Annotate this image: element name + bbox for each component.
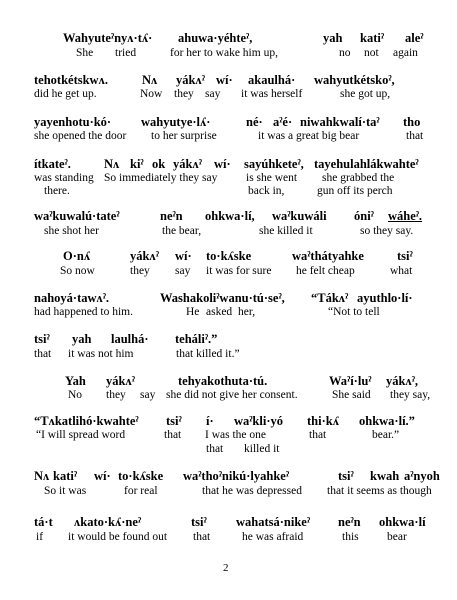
- english-gloss: they: [174, 88, 194, 100]
- oneida-word: Nʌ: [142, 73, 158, 87]
- english-gloss: he was afraid: [242, 531, 304, 543]
- oneida-word: neˀn: [160, 209, 183, 223]
- oneida-word: “Tʌkatlihó·kwahteˀ: [34, 414, 139, 428]
- underlined-word: wáheˀ.: [388, 209, 423, 223]
- oneida-word: katiˀ: [360, 31, 384, 45]
- oneida-word: niwahkwalí·taˀ: [300, 115, 380, 129]
- english-gloss: they: [130, 265, 150, 277]
- oneida-word: “Tákʌˀ: [311, 291, 349, 305]
- oneida-word: waˀkuwalú·tateˀ: [34, 209, 120, 223]
- english-gloss: he felt cheap: [296, 265, 355, 277]
- oneida-word: Nʌ: [34, 469, 50, 483]
- english-gloss: her,: [238, 306, 256, 318]
- english-gloss: bear: [387, 531, 407, 543]
- oneida-word: aˀé·: [273, 115, 293, 129]
- english-gloss: He: [186, 306, 200, 318]
- english-gloss: did he get up.: [34, 88, 97, 100]
- english-gloss: Now: [140, 88, 163, 100]
- english-gloss: say: [205, 88, 221, 100]
- oneida-word: né·: [246, 115, 263, 129]
- english-gloss: it was herself: [241, 88, 303, 100]
- oneida-word: tsiˀ: [34, 332, 50, 346]
- english-gloss: it would be found out: [68, 531, 168, 543]
- oneida-word: tsiˀ: [191, 515, 207, 529]
- oneida-word: tehyakothuta·tú.: [178, 374, 268, 388]
- english-gloss: not: [364, 47, 379, 59]
- oneida-word: Waˀí·luˀ: [329, 374, 372, 388]
- oneida-word: waˀthátyahke: [292, 249, 364, 263]
- oneida-word: to·kʎske: [118, 469, 164, 483]
- oneida-word: yah: [72, 332, 92, 346]
- oneida-word: í·: [206, 414, 214, 428]
- oneida-word: teháliˀ.”: [175, 332, 218, 346]
- english-gloss: so they say.: [360, 225, 414, 237]
- oneida-word: yákʌˀ: [173, 157, 202, 171]
- english-gloss: she grabbed the: [322, 172, 395, 184]
- english-gloss: no: [339, 47, 351, 59]
- oneida-word: neˀn: [338, 515, 361, 529]
- oneida-word: katiˀ: [53, 469, 77, 483]
- oneida-word: Nʌ: [104, 157, 120, 171]
- oneida-word: wahyutkétskoˀ,: [314, 73, 395, 87]
- english-gloss: say: [140, 389, 156, 401]
- english-gloss: “Not to tell: [328, 306, 380, 318]
- oneida-word: sayúhketeˀ,: [244, 157, 304, 171]
- oneida-word: aˀnyoh: [404, 469, 440, 483]
- oneida-word: ítkateˀ.: [34, 157, 71, 171]
- oneida-word: yákʌˀ: [106, 374, 135, 388]
- english-gloss: for her to wake him up,: [170, 47, 278, 59]
- english-gloss: it was for sure: [206, 265, 272, 277]
- oneida-word: yákʌˀ,: [386, 374, 418, 388]
- english-gloss: back in,: [248, 185, 285, 197]
- english-gloss: that: [406, 130, 424, 142]
- oneida-word: wahatsá·nikeˀ: [236, 515, 310, 529]
- english-gloss: is she went: [246, 172, 298, 184]
- oneida-word: tá·t: [34, 515, 53, 529]
- oneida-word: O·nʎ: [63, 249, 91, 263]
- oneida-word: yah: [323, 31, 343, 45]
- oneida-word: tehotkétskwʌ.: [34, 73, 108, 87]
- english-gloss: she did not give her consent.: [166, 389, 298, 401]
- english-gloss: what: [390, 265, 413, 277]
- english-gloss: she opened the door: [34, 130, 127, 142]
- english-gloss: No: [68, 389, 83, 401]
- english-gloss: that: [164, 429, 182, 441]
- oneida-word: óniˀ: [354, 209, 374, 223]
- oneida-word: Washakoliˀwanu·tú·seˀ,: [160, 291, 285, 305]
- oneida-word: akaulhá·: [248, 73, 296, 87]
- oneida-word: [388, 210, 422, 223]
- english-gloss: that: [309, 429, 327, 441]
- oneida-word: wí·: [175, 249, 192, 263]
- english-gloss: “I will spread word: [36, 429, 126, 441]
- oneida-word: tsiˀ: [166, 414, 182, 428]
- english-gloss: that: [206, 443, 224, 455]
- english-gloss: asked: [206, 306, 233, 318]
- english-gloss: So now: [60, 265, 95, 277]
- oneida-word: thi·kʎ: [307, 414, 339, 428]
- page-number: 2: [223, 562, 229, 574]
- oneida-word: tsiˀ: [338, 469, 354, 483]
- oneida-word: wí·: [94, 469, 111, 483]
- oneida-word: waˀkuwáli: [272, 209, 327, 223]
- oneida-word: to·kʎske: [206, 249, 252, 263]
- oneida-word: laulhá·: [111, 332, 149, 346]
- english-gloss: gun off its perch: [317, 185, 393, 197]
- english-gloss: it was a great big bear: [258, 130, 360, 142]
- english-gloss: She said: [332, 389, 371, 401]
- oneida-word: nahoyá·tawʌˀ.: [34, 291, 110, 305]
- oneida-word: yákʌˀ: [130, 249, 159, 263]
- oneida-word: waˀkli·yó: [234, 414, 283, 428]
- english-gloss: So immediately they say: [104, 172, 218, 184]
- english-gloss: that killed it.”: [176, 348, 240, 360]
- english-gloss: had happened to him.: [34, 306, 134, 318]
- english-gloss: killed it: [244, 443, 280, 455]
- english-gloss: She: [76, 47, 94, 59]
- oneida-word: ahuwa·yéhteˀ,: [178, 31, 253, 45]
- english-gloss: that: [193, 531, 211, 543]
- english-gloss: for real: [124, 485, 158, 497]
- oneida-word: Wahyuteˀnyʌ·tʎ·: [63, 31, 153, 45]
- oneida-word: tsiˀ: [397, 249, 413, 263]
- oneida-word: aleˀ: [405, 31, 424, 45]
- english-gloss: that: [34, 348, 52, 360]
- english-gloss: it was not him: [68, 348, 134, 360]
- oneida-word: ohkwa·lí.”: [359, 414, 415, 428]
- oneida-word: wí·: [216, 73, 233, 87]
- english-gloss: she killed it: [259, 225, 313, 237]
- english-gloss: again: [393, 47, 418, 59]
- english-gloss: I was the one: [205, 429, 266, 441]
- oneida-word: ohkwa·lí,: [205, 209, 255, 223]
- english-gloss: that he was depressed: [202, 485, 302, 497]
- english-gloss: to her surprise: [151, 130, 217, 142]
- english-gloss: there.: [44, 185, 70, 197]
- english-gloss: they: [106, 389, 126, 401]
- english-gloss: So it was: [44, 485, 87, 497]
- oneida-word: Yah: [65, 374, 86, 388]
- oneida-word: wí·: [214, 157, 231, 171]
- english-gloss: that it seems as though: [327, 485, 432, 497]
- oneida-word: yákʌˀ: [176, 73, 205, 87]
- english-gloss: say: [175, 265, 191, 277]
- english-gloss: she shot her: [44, 225, 99, 237]
- english-gloss: was standing: [34, 172, 94, 184]
- oneida-word: ohkwa·lí: [379, 515, 426, 529]
- english-gloss: the bear,: [162, 225, 202, 237]
- english-gloss: they say,: [390, 389, 431, 401]
- english-gloss: she got up,: [340, 88, 391, 100]
- oneida-word: tho: [403, 115, 421, 129]
- english-gloss: if: [36, 531, 44, 543]
- english-gloss: tried: [115, 47, 137, 59]
- oneida-word: waˀthoˀnikú·lyahkeˀ: [183, 469, 289, 483]
- oneida-word: ʌkato·kʎ·neˀ: [74, 515, 142, 529]
- oneida-word: yayenhotu·kó·: [34, 115, 112, 129]
- english-gloss: bear.”: [372, 429, 400, 441]
- english-gloss: this: [342, 531, 359, 543]
- oneida-word: tayehulahlákwahteˀ: [314, 157, 419, 171]
- oneida-word: ok: [152, 157, 166, 171]
- oneida-word: ayuthlo·lí·: [357, 291, 413, 305]
- oneida-word: wahyutye·lʎ·: [141, 115, 211, 129]
- oneida-word: kiˀ: [130, 157, 144, 171]
- oneida-word: kwah: [370, 469, 400, 483]
